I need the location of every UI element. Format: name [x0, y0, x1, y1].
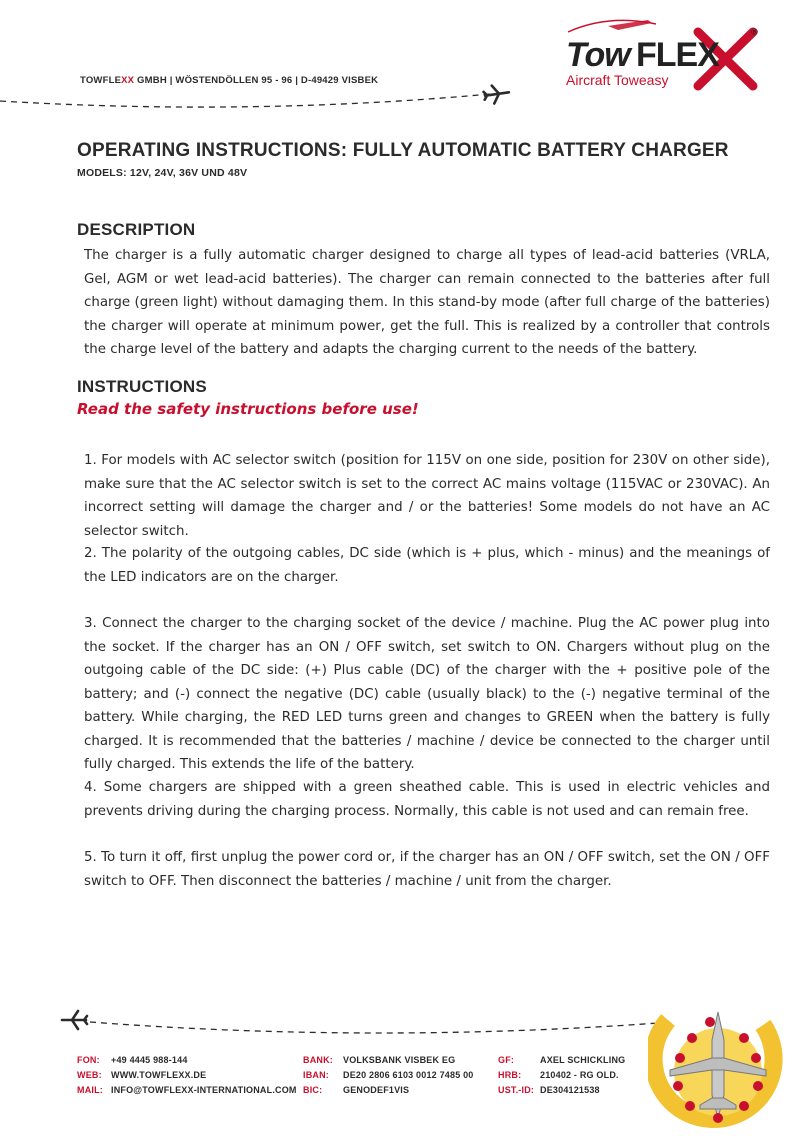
- page-title: OPERATING INSTRUCTIONS: FULLY AUTOMATIC BATTERY CHARGER: [77, 140, 729, 161]
- page-subtitle: MODELS: 12V, 24V, 36V UND 48V: [77, 167, 248, 179]
- footer-hrb: HRB: 210402 - RG OLD.: [498, 1070, 619, 1080]
- footer-phone: FON: +49 4445 988-144: [77, 1055, 188, 1065]
- footer-gf: GF: AXEL SCHICKLING: [498, 1055, 626, 1065]
- footer-iban: IBAN: DE20 2806 6103 0012 7485 00: [303, 1070, 474, 1080]
- header-flight-path: [0, 80, 520, 120]
- footer-web: WEB: WWW.TOWFLEXX.DE: [77, 1070, 207, 1080]
- footer-bank: [303, 1053, 474, 1098]
- airplane-icon: [62, 1011, 87, 1029]
- instruction-step-2: 2. The polarity of the outgoing cables, DC side (which is + plus, which - minus) and the meanings of the LED indicators are on the charger.: [84, 546, 770, 585]
- footer-company: [498, 1053, 625, 1098]
- footer-contact: [77, 1053, 297, 1098]
- footer-bic: BIC: GENODEF1VIS: [303, 1085, 410, 1095]
- registered-mark: ®: [750, 28, 759, 38]
- towflexx-badge-icon: [648, 1000, 788, 1130]
- footer-vat: UST.-ID: DE304121538: [498, 1085, 600, 1095]
- safety-warning: Read the safety instructions before use!: [77, 400, 419, 418]
- airplane-icon: [483, 83, 510, 104]
- footer-mail: MAIL: INFO@TOWFLEXX-INTERNATIONAL.COM: [77, 1085, 297, 1095]
- description-heading: DESCRIPTION: [77, 220, 196, 239]
- towflexx-logo: [548, 14, 788, 94]
- logo-tagline: Aircraft Toweasy: [566, 72, 669, 88]
- logo-text-flex: FLEX: [636, 36, 719, 74]
- company-name-prefix: TOWFLE: [80, 75, 122, 86]
- footer-flight-path: [0, 1000, 680, 1050]
- logo-text-tow: Tow: [566, 36, 630, 74]
- company-address: GMBH | WÖSTENDÖLLEN 95 - 96 | D-49429 VISBEK: [134, 75, 379, 86]
- footer-bank-name: BANK: VOLKSBANK VISBEK EG: [303, 1055, 456, 1065]
- instruction-step-3: 3. Connect the charger to the charging socket of the device / machine. Plug the AC power plug into the socket. If the charger has an ON / OFF switch, set switch to ON. Chargers without plug on the outgoing cable of the DC side: (+) Plus cable (DC) of the charger with the + positive pole of the battery; and (-) connect the negative (DC) cable (usually black) to the (-) negative terminal of the battery. While charging, the RED LED turns green and changes to GREEN when the battery is fully charged. It is recommended that the batteries / machine / device be connected to the charger until fully charged. This extends the life of the battery.: [84, 616, 770, 772]
- instructions-heading: INSTRUCTIONS: [77, 377, 207, 396]
- instruction-step-5: 5. To turn it off, first unplug the power cord or, if the charger has an ON / OFF switch, set the ON / OFF switch to OFF. Then disconnect the batteries / machine / unit from the charger.: [84, 850, 770, 889]
- company-name-xx: XX: [121, 75, 135, 86]
- instruction-step-4: 4. Some chargers are shipped with a green sheathed cable. This is used in electric vehicles and prevents driving during the charging process. Normally, this cable is not used and can remain free.: [84, 780, 770, 819]
- description-text: The charger is a fully automatic charger designed to charge all types of lead-acid batteries (VRLA, Gel, AGM or wet lead-acid batteries). The charger can remain connected to the batteries after full charge (green light) without damaging them. In this stand-by mode (after full charge of the batteries) the charger will operate at minimum power, get the full. This is realized by a controller that controls the charge level of the battery and adapts the charging current to the needs of the battery.: [84, 248, 770, 357]
- instruction-step-1: 1. For models with AC selector switch (position for 115V on one side, position for 230V on other side), make sure that the AC selector switch is set to the correct AC mains voltage (115VAC or 230VAC). An incorrect setting will damage the charger and / or the batteries! Some models do not have an AC selector switch.: [84, 453, 770, 539]
